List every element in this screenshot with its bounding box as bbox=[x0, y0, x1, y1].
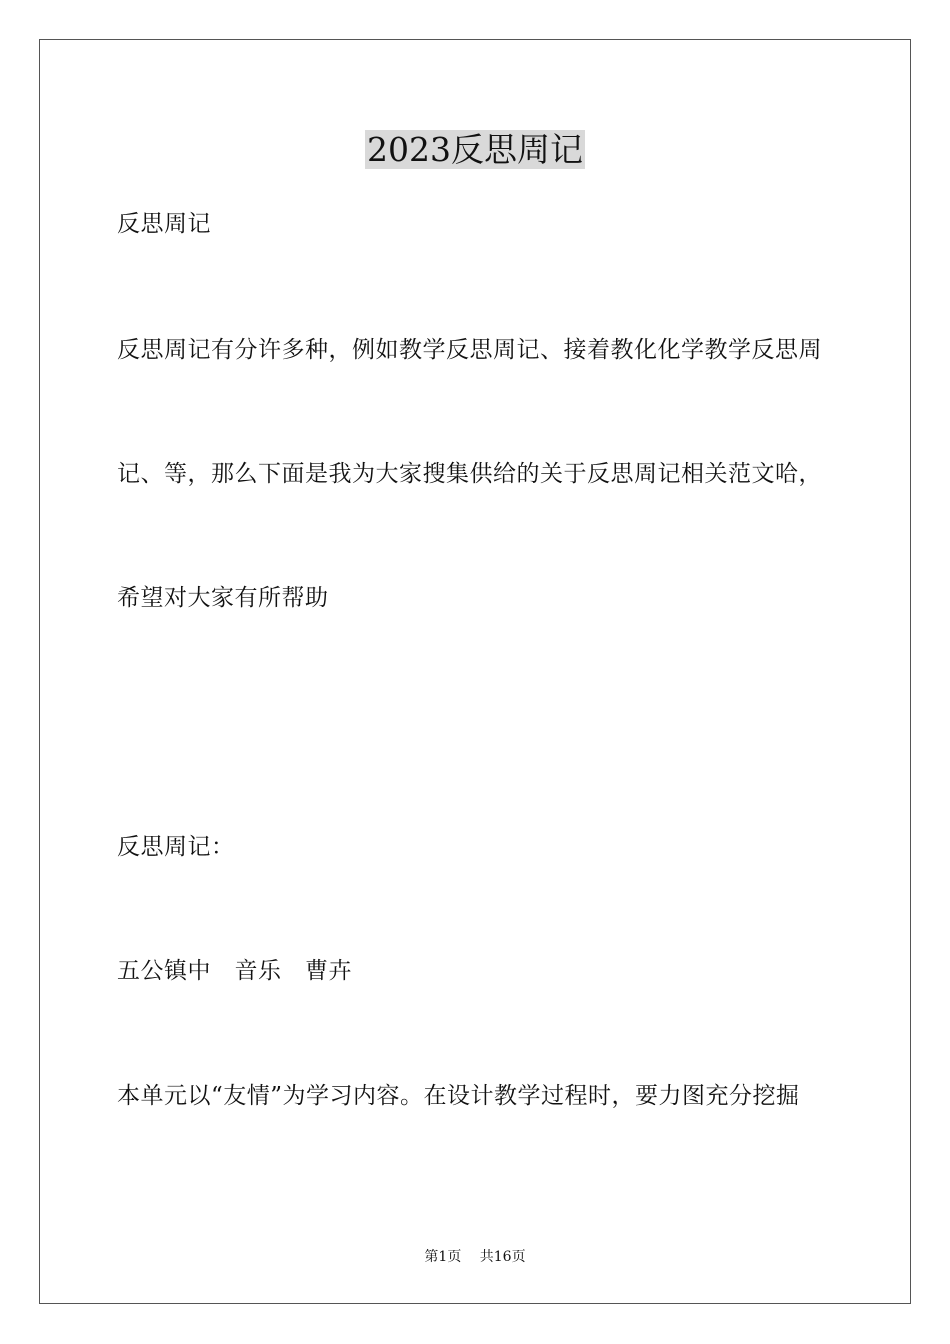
paragraph-line: 记、等，那么下面是我为大家搜集供给的关于反思周记相关范文哈， bbox=[117, 461, 822, 487]
paragraph-line: 反思周记： bbox=[117, 834, 235, 860]
document-title-text: 2023反思周记 bbox=[367, 130, 583, 169]
paragraph-line: 反思周记 bbox=[117, 211, 211, 237]
paragraph-line: 本单元以“友情”为学习内容。在设计教学过程时，要力图充分挖掘 bbox=[117, 1083, 800, 1109]
paragraph-line: 希望对大家有所帮助 bbox=[117, 585, 329, 611]
document-title bbox=[0, 128, 950, 172]
paragraph-line: 反思周记有分许多种，例如教学反思周记、接着教化化学教学反思周 bbox=[117, 337, 822, 363]
page-footer: 第1页 共16页 bbox=[424, 1249, 526, 1265]
paragraph-line: 五公镇中 音乐 曹卉 bbox=[117, 958, 352, 984]
